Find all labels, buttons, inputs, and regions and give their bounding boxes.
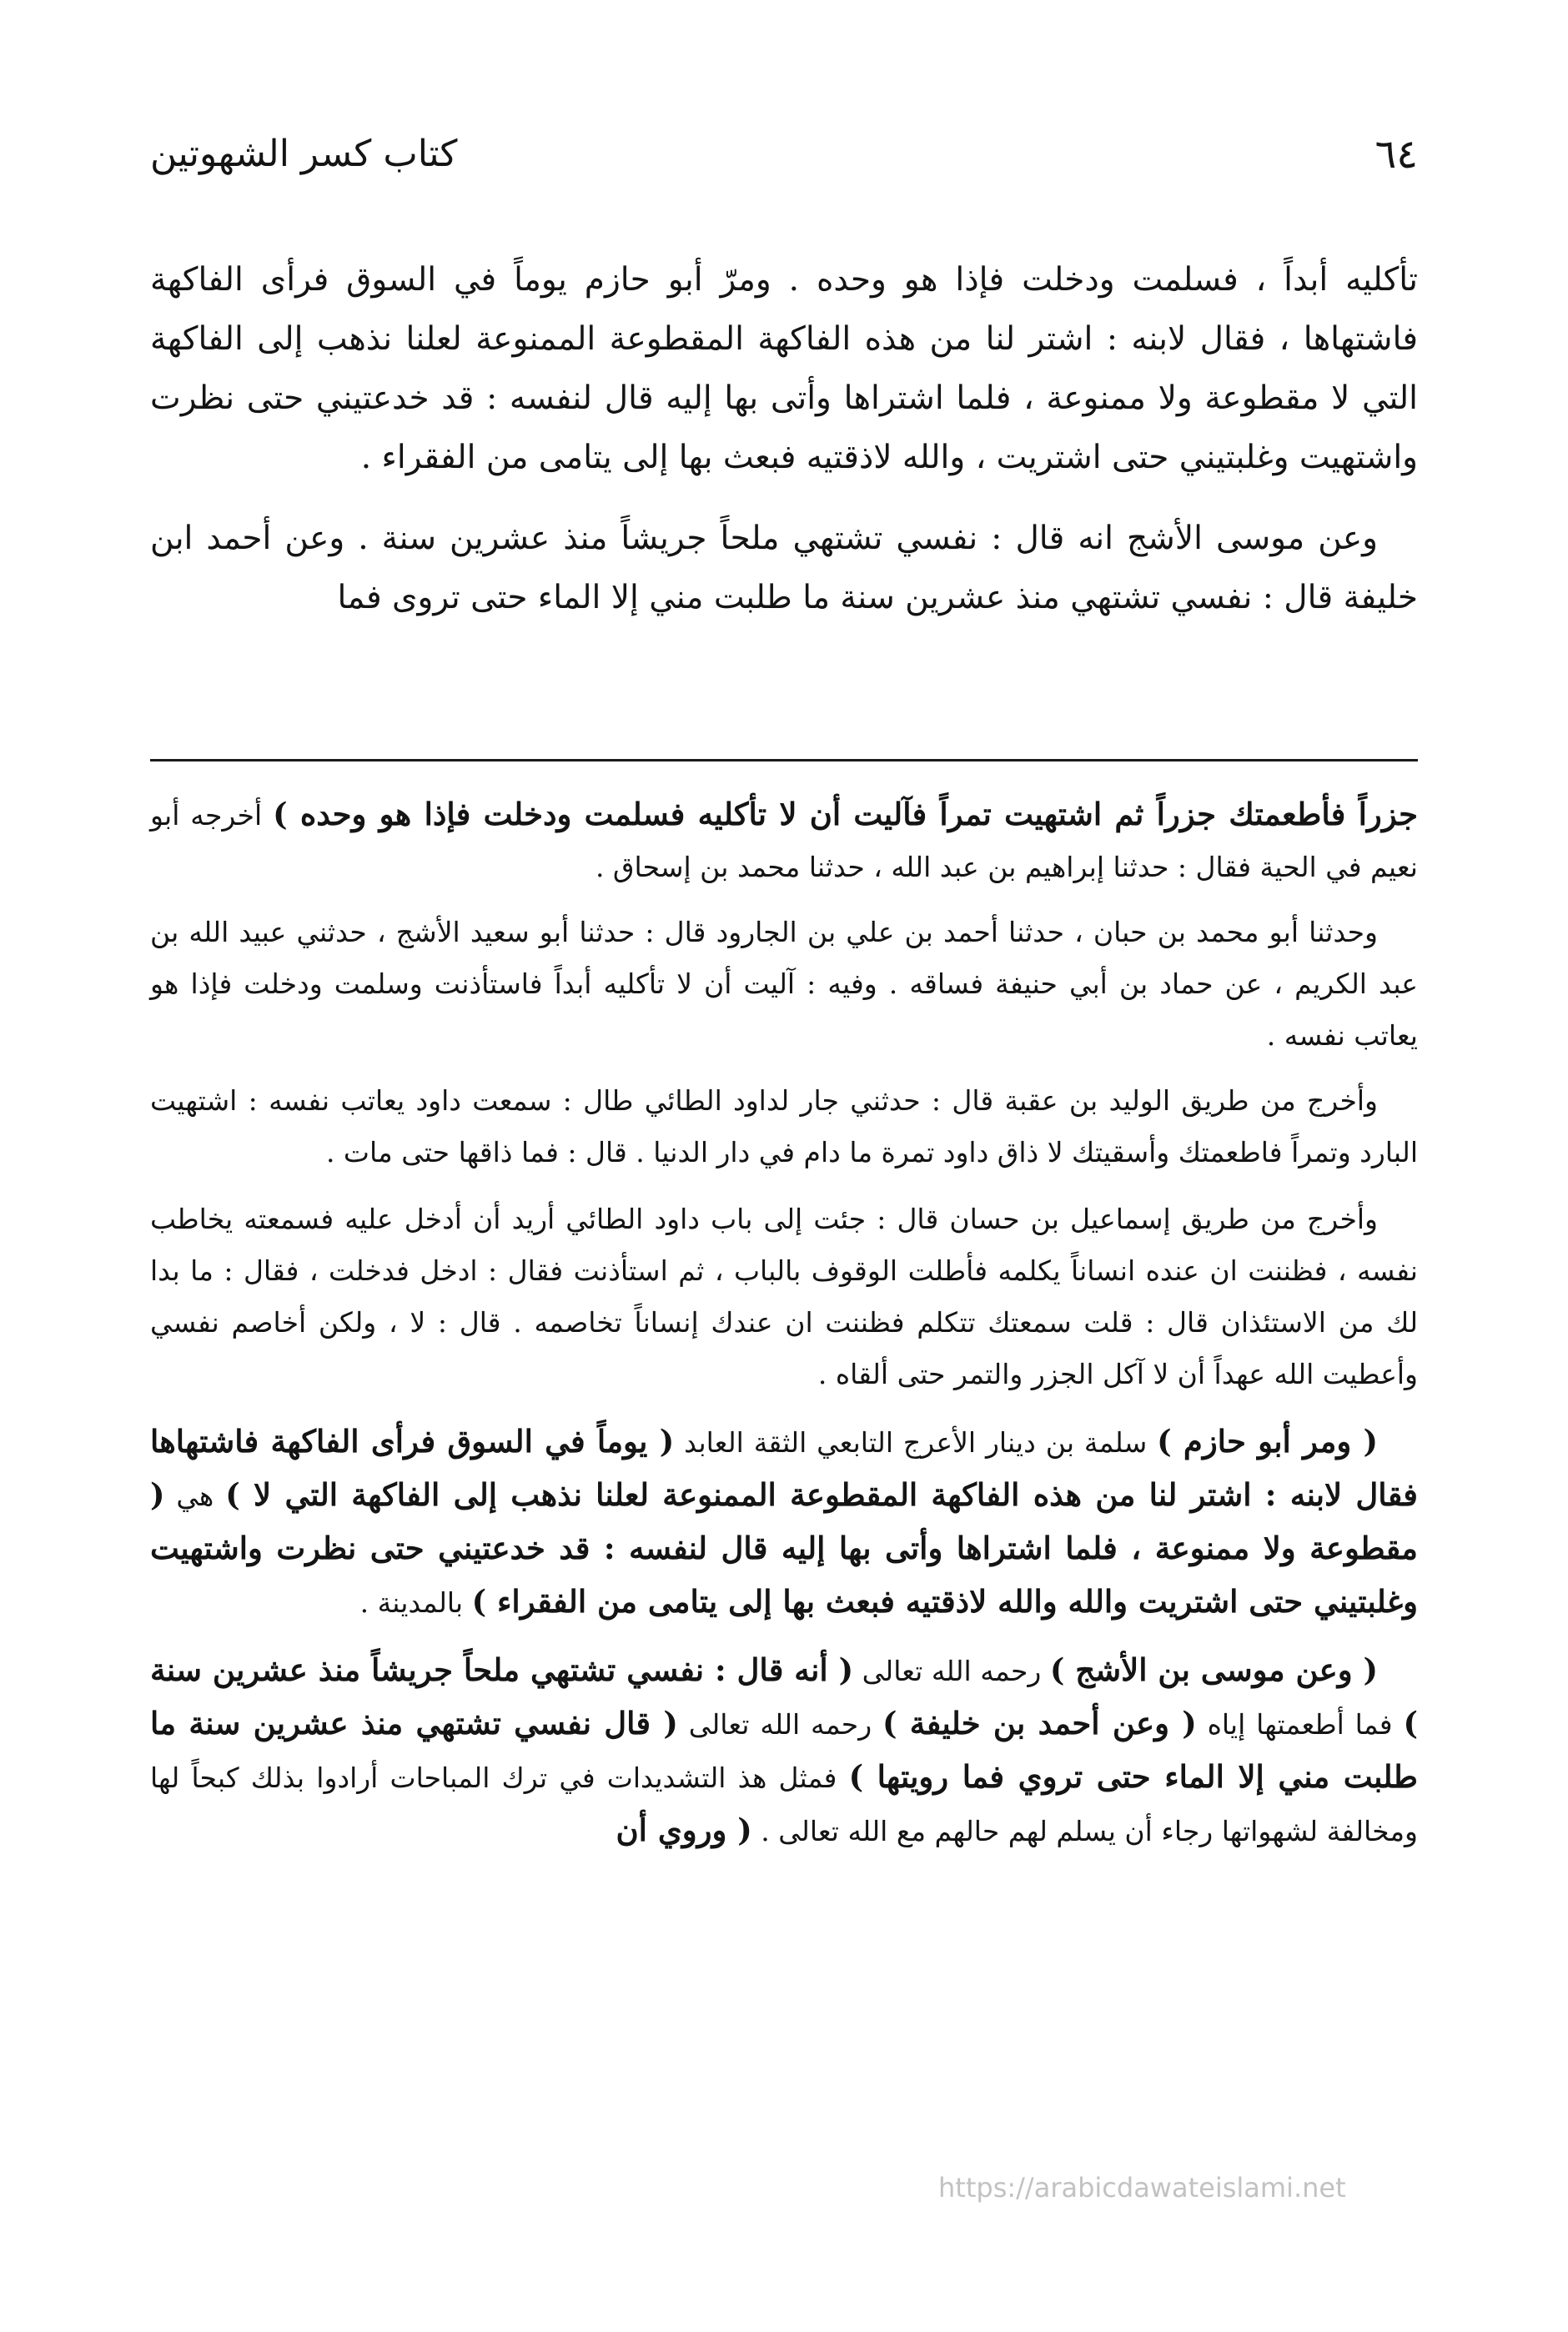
- commentary-paragraph: وحدثنا أبو محمد بن حبان ، حدثنا أحمد بن علي بن الجارود قال : حدثنا أبو سعيد الأشج ، حدثني عبيد الله بن عبد الكريم ، عن حماد بن أبي حنيفة فساقه . وفيه : آليت أن لا تأكليه أبداً فاستأذنت وسلمت ودخلت فإذا هو يعاتب نفسه .: [150, 916, 1418, 1052]
- main-paragraph: تأكليه أبداً ، فسلمت ودخلت فإذا هو وحده . ومرّ أبو حازم يوماً في السوق فرأى الفاكهة فاشتهاها ، فقال لابنه : اشتر لنا من هذه الفاكهة المقطوعة الممنوعة لعلنا نذهب إلى الفاكهة التي لا مقطوعة ولا ممنوعة ، فلما اشتراها وأتى بها إليه قال لنفسه : قد خدعتيني حتى نظرت واشتهيت وغلبتيني حتى اشتريت ، والله لاذقتيه فبعث بها إلى يتامى من الفقراء .: [150, 261, 1418, 476]
- commentary-paragraph: وأخرج من طريق إسماعيل بن حسان قال : جئت إلى باب داود الطائي أريد أن أدخل عليه فسمعته يخاطب نفسه ، فظننت ان عنده انساناً يكلمه فأطلت الوقوف بالباب ، ثم استأذنت فقال : ادخل فدخلت ، فقال : ما بدا لك من الاستئذان قال : قلت سمعتك تتكلم فظننت ان عندك إنساناً تخاصمه . قال : لا ، ولكن أخاصم نفسي وأعطيت الله عهداً أن لا آكل الجزر والتمر حتى ألقاه .: [150, 1203, 1418, 1390]
- commentary-paragraph: [150, 1415, 1418, 1629]
- commentary-section: [150, 788, 1418, 1871]
- quoted-text: ( ومر أبو حازم ): [1157, 1423, 1378, 1460]
- quoted-text: ( أنه قال : نفسي تشتهي ملحاً جريشاً منذ عشرين سنة ): [150, 1651, 1418, 1741]
- commentary-paragraph: وأخرج من طريق الوليد بن عقبة قال : حدثني جار لداود الطائي طال : سمعت داود يعاتب نفسه : اشتهيت البارد وتمراً فاطعمتك وأسقيتك لا ذاق داود تمرة ما دام في دار الدنيا . قال : فما ذاقها حتى مات .: [150, 1084, 1418, 1169]
- page-header: [150, 125, 1418, 183]
- commentary-text: هي: [176, 1480, 214, 1512]
- commentary-text: رحمه الله تعالى: [862, 1655, 1042, 1687]
- quoted-text: ( وروي أن: [616, 1812, 752, 1848]
- running-title: كتاب كسر الشهوتين: [150, 133, 458, 175]
- quoted-text: ( مقطوعة ولا ممنوعة ، فلما اشتراها وأتى بها إليه قال لنفسه : قد خدعتيني حتى نظرت واشتهيت وغلبتيني حتى اشتريت والله والله لاذقتيه فبعث بها إلى يتامى من الفقراء ): [150, 1476, 1418, 1620]
- commentary-text: أخرجه أبو نعيم في الحية فقال : حدثنا إبراهيم بن عبد الله ، حدثنا محمد بن إسحاق .: [150, 799, 1418, 883]
- quoted-text: ( يوماً في السوق فرأى الفاكهة فاشتهاها فقال لابنه : اشتر لنا من هذه الفاكهة المقطوعة الممنوعة لعلنا نذهب إلى الفاكهة التي لا ): [150, 1423, 1418, 1513]
- footnote-divider: [150, 759, 1418, 761]
- quoted-text: جزراً فأطعمتك جزراً ثم اشتهيت تمراً فآليت أن لا تأكليه فسلمت ودخلت فإذا هو وحده ): [273, 796, 1418, 832]
- commentary-paragraph: [150, 1644, 1418, 1857]
- commentary-text: فما أطعمتها إياه: [1207, 1708, 1393, 1741]
- commentary-text: فمثل هذ التشديدات في ترك المباحات أرادوا بذلك كبحاً لها ومخالفة لشهواتها رجاء أن يسلم لهم حالهم مع الله تعالى .: [150, 1762, 1418, 1847]
- quoted-text: ( وعن موسى بن الأشج ): [1049, 1651, 1378, 1688]
- watermark-url: https://arabicdawateislami.net: [938, 2172, 1346, 2204]
- commentary-text: سلمة بن دينار الأعرج التابعي الثقة العابد: [684, 1426, 1148, 1459]
- page-number: ٦٤: [1375, 131, 1418, 178]
- commentary-text: بالمدينة .: [359, 1586, 464, 1619]
- main-text: [150, 250, 1418, 649]
- commentary-text: رحمه الله تعالى: [688, 1708, 872, 1741]
- commentary-paragraph: [150, 788, 1418, 893]
- main-paragraph: وعن موسى الأشج انه قال : نفسي تشتهي ملحاً جريشاً منذ عشرين سنة . وعن أحمد ابن خليفة قال : نفسي تشتهي منذ عشرين سنة ما طلبت مني إلا الماء حتى تروى فما: [150, 520, 1418, 616]
- quoted-text: ( قال نفسي تشتهي منذ عشرين سنة ما طلبت مني إلا الماء حتى تروي فما رويتها ): [150, 1705, 1418, 1795]
- quoted-text: ( وعن أحمد بن خليفة ): [882, 1705, 1197, 1741]
